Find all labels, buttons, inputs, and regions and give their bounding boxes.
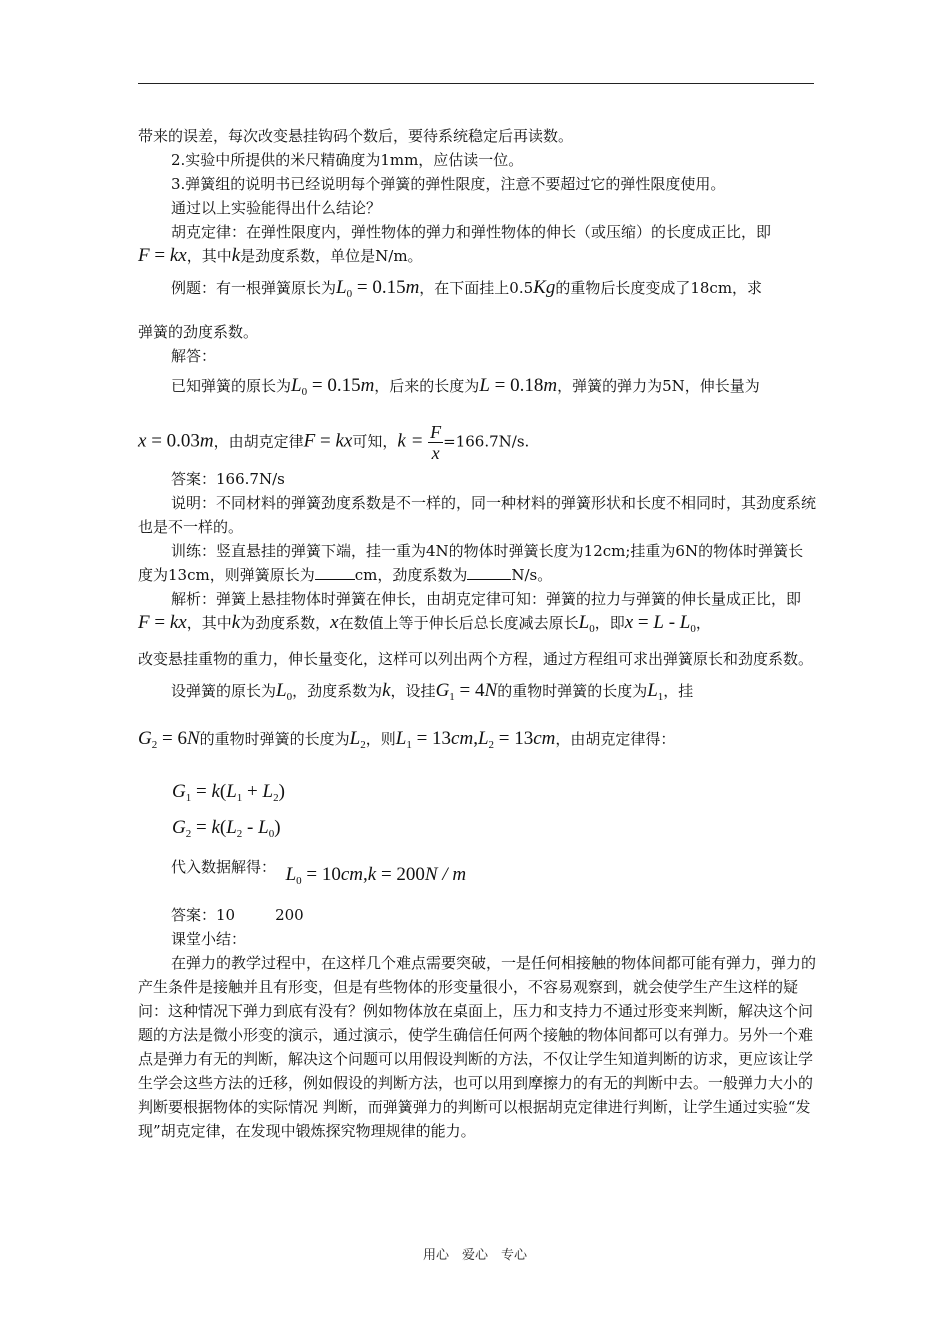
text-line: 通过以上实验能得出什么结论？ — [171, 199, 382, 217]
math-formula: $L_1$ — [647, 680, 664, 703]
text-line: 带来的误差，每次改变悬挂钩码个数后，要待系统稳定后再读数。 — [138, 127, 574, 145]
math-formula: $L_0 = 0.15m$ — [291, 375, 375, 398]
math-formula: $G_2 = 6N$ — [138, 728, 200, 751]
blank-answer — [467, 565, 511, 580]
setup-line: 设弹簧的原长为$L_0$，劲度系数为k，设挂$G_1 = 4N$的重物时弹簧的长度为$L_1$，挂 — [171, 680, 694, 703]
text-line: 解答： — [171, 347, 217, 365]
analysis-line: 解析：弹簧上悬挂物体时弹簧在伸长，由胡克定律可知：弹簧的拉力与弹簧的伸长量成正比，即F = kx，其中k为劲度系数，x在数值上等于伸长后总长度减去原长$L_0$，即$x = L - L_0$， — [138, 590, 802, 635]
header-rule — [138, 83, 814, 84]
result-line: 代入数据解得： $L_0 = 10cm,k = 200N / m$ — [171, 858, 467, 887]
math-formula: $L_1 = 13cm,L_2 = 13cm$ — [395, 728, 556, 751]
equation-system — [138, 777, 818, 849]
math-formula: $L_0$ — [578, 612, 595, 635]
text-line: 2.实验中所提供的米尺精确度为1mm，应估读一位。 — [171, 151, 524, 169]
solution-line: x = 0.03m，由胡克定律F = kx可知，k = $\frac{F}{x}$ =166.7N/s. — [138, 422, 530, 463]
solution-line: 已知弹簧的原长为$L_0 = 0.15m$，后来的长度为L = 0.18m，弹簧的弹力为5N，伸长量为 — [171, 375, 760, 398]
summary-paragraph: 在弹力的教学过程中，在这样几个难点需要突破，一是任何相接触的物体间都可能有弹力，弹力的产生条件是接触并且有形变，但是有些物体的形变量很小，不容易观察到，就会使学生产生这样的疑问：这种情况下弹力到底有没有？例如物体放在桌面上，压力和支持力不通过形变来判断，解决这个问题的方法是微小形变的演示，通过演示，使学生确信任何两个接触的物体间都可以有弹力。另外一个难点是弹力有无的判断，解决这个问题可以用假设判断的方法，不仅让学生知道判断的访求，更应该让学生学会这些方法的迁移，例如假设的判断方法，也可以用到摩擦力的有无的判断中去。一般弹力大小的判断要根据物体的实际情况 判断，而弹簧弹力的判断可以根据胡克定律进行判断，让学生通过实验“发现”胡克定律，在发现中锻炼探究物理规律的能力。 — [138, 954, 817, 1140]
math-formula: $L_0 = 10cm,k = 200N / m$ — [285, 864, 467, 887]
math-formula: $x = L - L_0$ — [624, 612, 696, 635]
math-formula: $L_2$ — [349, 728, 366, 751]
math-formula: x = 0.03m — [138, 430, 214, 452]
math-formula: F = kx — [138, 245, 187, 266]
math-formula: $L_0 = 0.15m$ — [336, 277, 420, 300]
text-line: 3.弹簧组的说明书已经说明每个弹簧的弹性限度，注意不要超过它的弹性限度使用。 — [171, 175, 726, 193]
math-formula: L = 0.18m — [479, 375, 558, 396]
text-line: 弹簧的劲度系数。 — [138, 323, 259, 341]
blank-answer — [315, 565, 355, 580]
text-line: 答案：166.7N/s — [171, 470, 285, 488]
equation: $G_2 = k(L_2 - L_0)$ — [172, 817, 281, 840]
text-line: 改变悬挂重物的重力，伸长量变化，这样可以列出两个方程，通过方程组可求出弹簧原长和劲度系数。 — [138, 650, 814, 668]
training-line: 训练：竖直悬挂的弹簧下端，挂一重为4N的物体时弹簧长度为12cm;挂重为6N的物体时弹簧长度为13cm，则弹簧原长为 cm，劲度系数为 N/s。 — [138, 542, 804, 584]
setup-line: $G_2 = 6N$的重物时弹簧的长度为$L_2$，则$L_1 = 13cm,L_2 = 13cm$，由胡克定律得： — [138, 728, 676, 751]
math-formula: F = kx — [303, 430, 353, 452]
hooke-law-line: 胡克定律：在弹性限度内，弹性物体的弹力和弹性物体的伸长（或压缩）的长度成正比，即 — [171, 223, 772, 241]
example-line: 例题：有一根弹簧原长为$L_0 = 0.15m$，在下面挂上0.5Kg的重物后长度变成了18cm，求 — [171, 277, 763, 300]
equation: $G_1 = k(L_1 + L_2)$ — [172, 781, 285, 804]
hooke-law-formula-line: F = kx，其中k是劲度系数，单位是N/m。 — [138, 245, 423, 266]
fraction: $\frac{F}{x}$ — [430, 422, 442, 463]
answer-line: 答案：10 200 — [171, 906, 304, 924]
math-formula: $G_1 = 4N$ — [435, 680, 498, 703]
math-formula: F = kx — [138, 612, 187, 633]
text-line: 说明：不同材料的弹簧劲度系数是不一样的，同一种材料的弹簧形状和长度不相同时，其劲度系统也是不一样的。 — [138, 494, 817, 536]
document-body — [138, 124, 818, 1143]
text-line: 课堂小结： — [171, 930, 247, 948]
math-formula: $L_0$ — [276, 680, 293, 703]
page-footer: 用心 爱心 专心 — [422, 1248, 527, 1263]
